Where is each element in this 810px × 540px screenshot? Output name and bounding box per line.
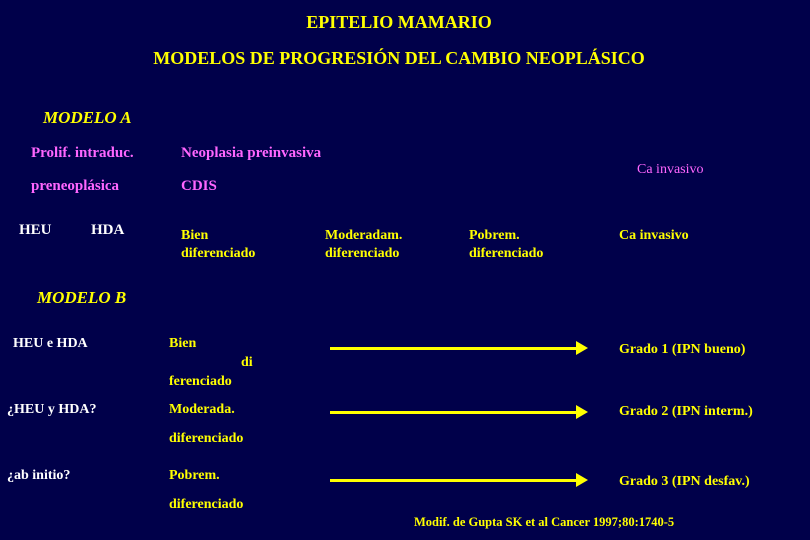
stage-line1: Pobrem. — [469, 228, 520, 243]
origin-row-2: ¿HEU y HDA? — [7, 402, 97, 417]
stage-pobrem — [469, 228, 543, 262]
page-subtitle: MODELOS DE PROGRESIÓN DEL CAMBIO NEOPLÁSICO — [153, 48, 645, 68]
stage-line1: Bien — [181, 228, 209, 243]
ca-invasivo-top-label: Ca invasivo — [637, 162, 704, 177]
hda-label: HDA — [91, 222, 125, 238]
page-title: EPITELIO MAMARIO — [306, 12, 492, 32]
diff-row-1-c: ferenciado — [169, 374, 232, 389]
diff-row-2-a: Moderada. — [169, 402, 235, 417]
grade-row-2: Grado 2 (IPN interm.) — [619, 404, 753, 419]
diff-row-3-a: Pobrem. — [169, 468, 220, 483]
progression-arrow-3 — [330, 479, 576, 482]
ca-invasivo-label: Ca invasivo — [619, 228, 689, 243]
diff-row-1-b: di — [241, 355, 253, 370]
origin-row-1: HEU e HDA — [13, 336, 88, 351]
heu-label: HEU — [19, 222, 52, 238]
prolif-intraduc-label: Prolif. intraduc. — [31, 145, 134, 161]
preneoplasica-label: preneoplásica — [31, 178, 120, 194]
grade-row-3: Grado 3 (IPN desfav.) — [619, 474, 750, 489]
grade-row-1: Grado 1 (IPN bueno) — [619, 342, 746, 357]
stage-moderadam — [325, 228, 402, 262]
progression-arrow-2 — [330, 411, 576, 414]
citation: Modif. de Gupta SK et al Cancer 1997;80:1740-5 — [414, 515, 675, 529]
neoplasia-preinvasiva-label: Neoplasia preinvasiva — [181, 145, 322, 161]
origin-row-3: ¿ab initio? — [7, 468, 71, 483]
diff-row-2-c: diferenciado — [169, 431, 244, 446]
progression-arrow-1 — [330, 347, 576, 350]
diff-row-1-a: Bien — [169, 336, 197, 351]
stage-line2: diferenciado — [325, 246, 400, 262]
stage-line2: diferenciado — [181, 246, 256, 262]
stage-bien — [181, 228, 255, 262]
stage-line1: Moderadam. — [325, 228, 403, 243]
cdis-label: CDIS — [181, 178, 217, 194]
model-a-heading: MODELO A — [43, 108, 132, 127]
stage-line2: diferenciado — [469, 246, 544, 262]
diff-row-3-c: diferenciado — [169, 497, 244, 512]
model-b-heading: MODELO B — [37, 288, 127, 307]
